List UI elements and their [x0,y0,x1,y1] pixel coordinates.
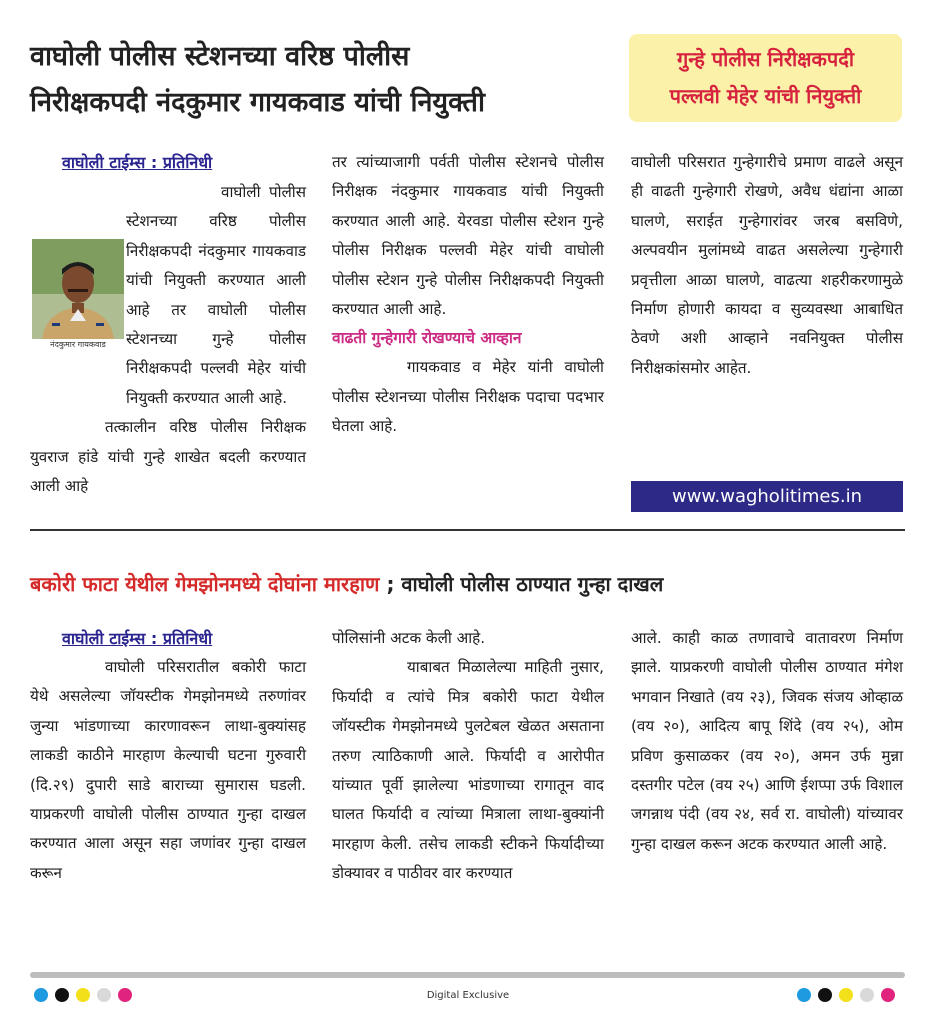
main-headline-line2: निरीक्षकपदी नंदकुमार गायकवाड यांची नियुक्ती [30,87,485,118]
registration-dot [97,988,111,1002]
second-headline-separator: ; [379,572,402,596]
footer-bar [30,972,905,978]
main-headline-line1: वाघोली पोलीस स्टेशनच्या वरिष्ठ पोलीस [30,41,410,72]
article1-column2 [332,148,604,442]
registration-dot [55,988,69,1002]
side-headline-line2: पल्लवी मेहेर यांची नियुक्ती [669,84,862,108]
registration-dot [839,988,853,1002]
photo-caption: नंदकुमार गायकवाड [50,340,106,349]
article2-col2-para1: पोलिसांनी अटक केली आहे. [332,629,486,647]
article1-col3-para1: वाघोली परिसरात गुन्हेगारीचे प्रमाण वाढले असून ही वाढती गुन्हेगारी रोखणे, अवैध धंद्यांना आळा घालणे, सराईत गुन्हेगारांवर जरब बसविणे, अल्पवयीन मुलांमध्ये वाढत असलेल्या गुन्हेगारी प्रवृत्तीला आळा घालणे, वाढत्या शहरीकरणामुळे निर्माण होणारी कायदा व सुव्यवस्था आबाधित ठेवणे अशी आव्हाने नवनियुक्त पोलीस निरीक्षकांसमोर आहेत. [631,153,903,377]
second-headline [30,567,910,601]
photo-float-spacer [30,236,126,386]
registration-dot [76,988,90,1002]
side-headline-line1: गुन्हे पोलीस निरीक्षकपदी [676,47,855,71]
article1-col2-para2: गायकवाड व मेहेर यांनी वाघोली पोलीस स्टेशनच्या पोलीस निरीक्षक पदाचा पदभार घेतला आहे. [332,358,604,436]
article2-col2-para2: याबाबत मिळालेल्या माहिती नुसार, फिर्यादी व त्यांचे मित्र बकोरी फाटा येथील जॉयस्टीक गेमझोनमध्ये पुलटेबल खेळत असताना तरुण त्याठिकाणी आले. फिर्यादी व आरोपीत यांच्यात पूर्वी झालेल्या भांडणाच्या रागातून वाद घालत फिर्यादी व त्यांच्या मित्राला लाथा-बुक्यांनी मारहाण केली. तसेच लाकडी स्टीकने फिर्यादीच्या डोक्यावर व पाठीवर वार करण्यात [332,658,604,883]
website-banner[interactable]: www.wagholitimes.in [631,481,903,512]
article1-column3 [631,148,903,383]
registration-dot [818,988,832,1002]
color-registration-left [34,988,139,1004]
main-headline [30,34,620,126]
section-divider [30,529,905,531]
registration-dot [34,988,48,1002]
color-registration-right [797,988,902,1004]
second-headline-dark: वाघोली पोलीस ठाण्यात गुन्हा दाखल [401,572,664,596]
article2-column2 [332,624,604,889]
footer-label: Digital Exclusive [426,990,510,1001]
article1-column1 [30,178,306,501]
registration-dot [118,988,132,1002]
byline-article2: वाघोली टाईम्स : प्रतिनिधी [62,629,213,648]
registration-dot [797,988,811,1002]
registration-dot [860,988,874,1002]
registration-dot [881,988,895,1002]
article2-col1-para1: वाघोली परिसरातील बकोरी फाटा येथे असलेल्या जॉयस्टीक गेमझोनमध्ये तरुणांवर जुन्या भांडणाच्या कारणावरून लाथा-बुक्यांसह लाकडी काठीने मारहाण केल्याची घटना गुरुवारी (दि.२९) दुपारी साडे बाराच्या सुमारास घडली. याप्रकरणी वाघोली पोलीस ठाण्यात गुन्हा दाखल करण्यात आला असून सहा जणांवर गुन्हा दाखल करून [30,658,306,882]
byline-article1: वाघोली टाईम्स : प्रतिनिधी [62,153,213,172]
article1-col1-para2: तत्कालीन वरिष्ठ पोलीस निरीक्षक युवराज हांडे यांची गुन्हे शाखेत बदली करण्यात आली आहे [30,418,306,496]
article2-column3 [631,624,903,859]
article1-subhead: वाढती गुन्हेगारी रोखण्याचे आव्हान [332,329,522,348]
article2-column1 [30,653,306,888]
side-headline-box [629,34,902,122]
second-headline-red: बकोरी फाटा येथील गेमझोनमध्ये दोघांना मारहाण [30,572,380,596]
article1-col2-para1: तर त्यांच्याजागी पर्वती पोलीस स्टेशनचे पोलीस निरीक्षक नंदकुमार गायकवाड यांची नियुक्ती करण्यात आली आहे. येरवडा पोलीस स्टेशन गुन्हे पोलीस निरीक्षक पल्लवी मेहेर यांची वाघोली पोलीस स्टेशन गुन्हे पोलीस निरीक्षकपदी नियुक्ती करण्यात आली आहे. [332,153,604,319]
article1-col1-para1 [30,178,306,413]
article1-col1-para1-text: वाघोली पोलीस स्टेशनच्या वरिष्ठ पोलीस निरीक्षकपदी नंदकुमार गायकवाड यांची नियुक्ती करण्यात आली आहे तर वाघोली पोलीस स्टेशनच्या गुन्हे पोलीस निरीक्षकपदी पल्लवी मेहेर यांची नियुक्ती करण्यात आली आहे. [126,183,306,407]
article2-col3-para1: आले. काही काळ तणावाचे वातावरण निर्माण झाले. याप्रकरणी वाघोली पोलीस ठाण्यात मंगेश भगवान निखाते (वय २३), जिवक संजय ओव्हाळ (वय २०), आदित्य बापू शिंदे (वय २५), ओम प्रविण कुसाळकर (वय २०), अमन उर्फ मुन्ना दस्तगीर पटेल (वय २५) आणि ईशप्पा उर्फ विशाल जगन्नाथ पंदी (वय २४, सर्व रा. वाघोली) यांच्यावर गुन्हा दाखल करून अटक करण्यात आली आहे. [631,629,903,853]
